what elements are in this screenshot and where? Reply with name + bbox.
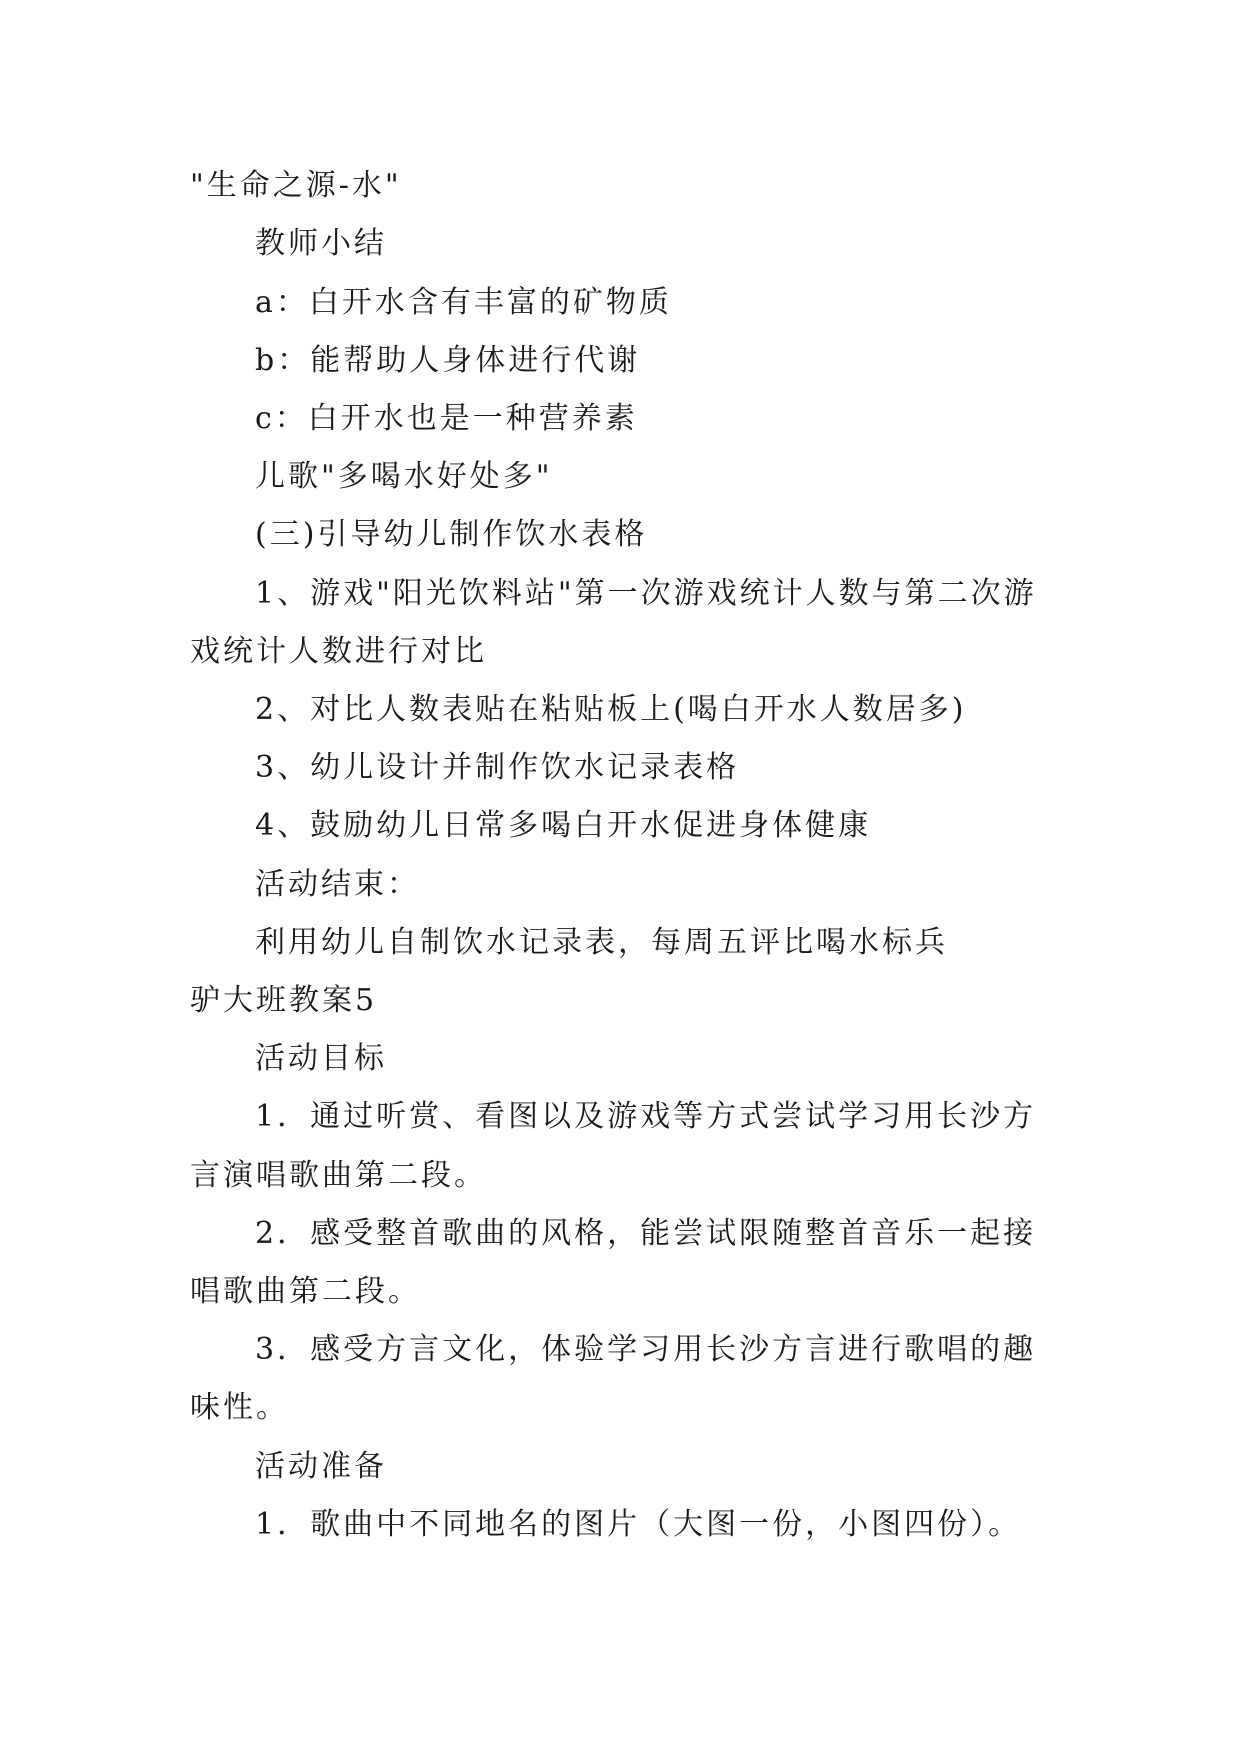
text-line: 儿歌"多喝水好处多": [255, 459, 553, 494]
text-line: 唱歌曲第二段。: [190, 1274, 421, 1309]
text-line: 2．感受整首歌曲的风格，能尝试限随整首音乐一起接: [255, 1216, 1037, 1251]
text-line: 戏统计人数进行对比: [190, 634, 487, 669]
text-line: 1．歌曲中不同地名的图片（大图一份，小图四份）。: [255, 1507, 1022, 1542]
text-line: 2、对比人数表贴在粘贴板上(喝白开水人数居多): [255, 692, 967, 727]
text-line: 言演唱歌曲第二段。: [190, 1158, 487, 1193]
section-heading: 驴大班教案5: [190, 983, 378, 1018]
text-line: 教师小结: [255, 226, 387, 261]
text-line: c：白开水也是一种营养素: [255, 401, 638, 436]
text-line: 利用幼儿自制饮水记录表，每周五评比喝水标兵: [255, 925, 948, 960]
text-line: 活动结束：: [255, 867, 420, 902]
text-line: 1、游戏"阳光饮料站"第一次游戏统计人数与第二次游: [255, 576, 1037, 611]
text-line: 活动目标: [255, 1041, 387, 1076]
text-line: 4、鼓励幼儿日常多喝白开水促进身体健康: [255, 808, 872, 843]
text-line: 1．通过听赏、看图以及游戏等方式尝试学习用长沙方: [255, 1099, 1037, 1134]
text-line: (三)引导幼儿制作饮水表格: [255, 517, 648, 552]
text-line: 活动准备: [255, 1449, 387, 1484]
text-line: 3．感受方言文化，体验学习用长沙方言进行歌唱的趣: [255, 1332, 1037, 1367]
text-line: "生命之源-水": [190, 168, 402, 203]
text-line: 味性。: [190, 1390, 289, 1425]
text-line: a：白开水含有丰富的矿物质: [255, 285, 672, 320]
text-line: b：能帮助人身体进行代谢: [255, 343, 641, 378]
text-line: 3、幼儿设计并制作饮水记录表格: [255, 750, 740, 785]
